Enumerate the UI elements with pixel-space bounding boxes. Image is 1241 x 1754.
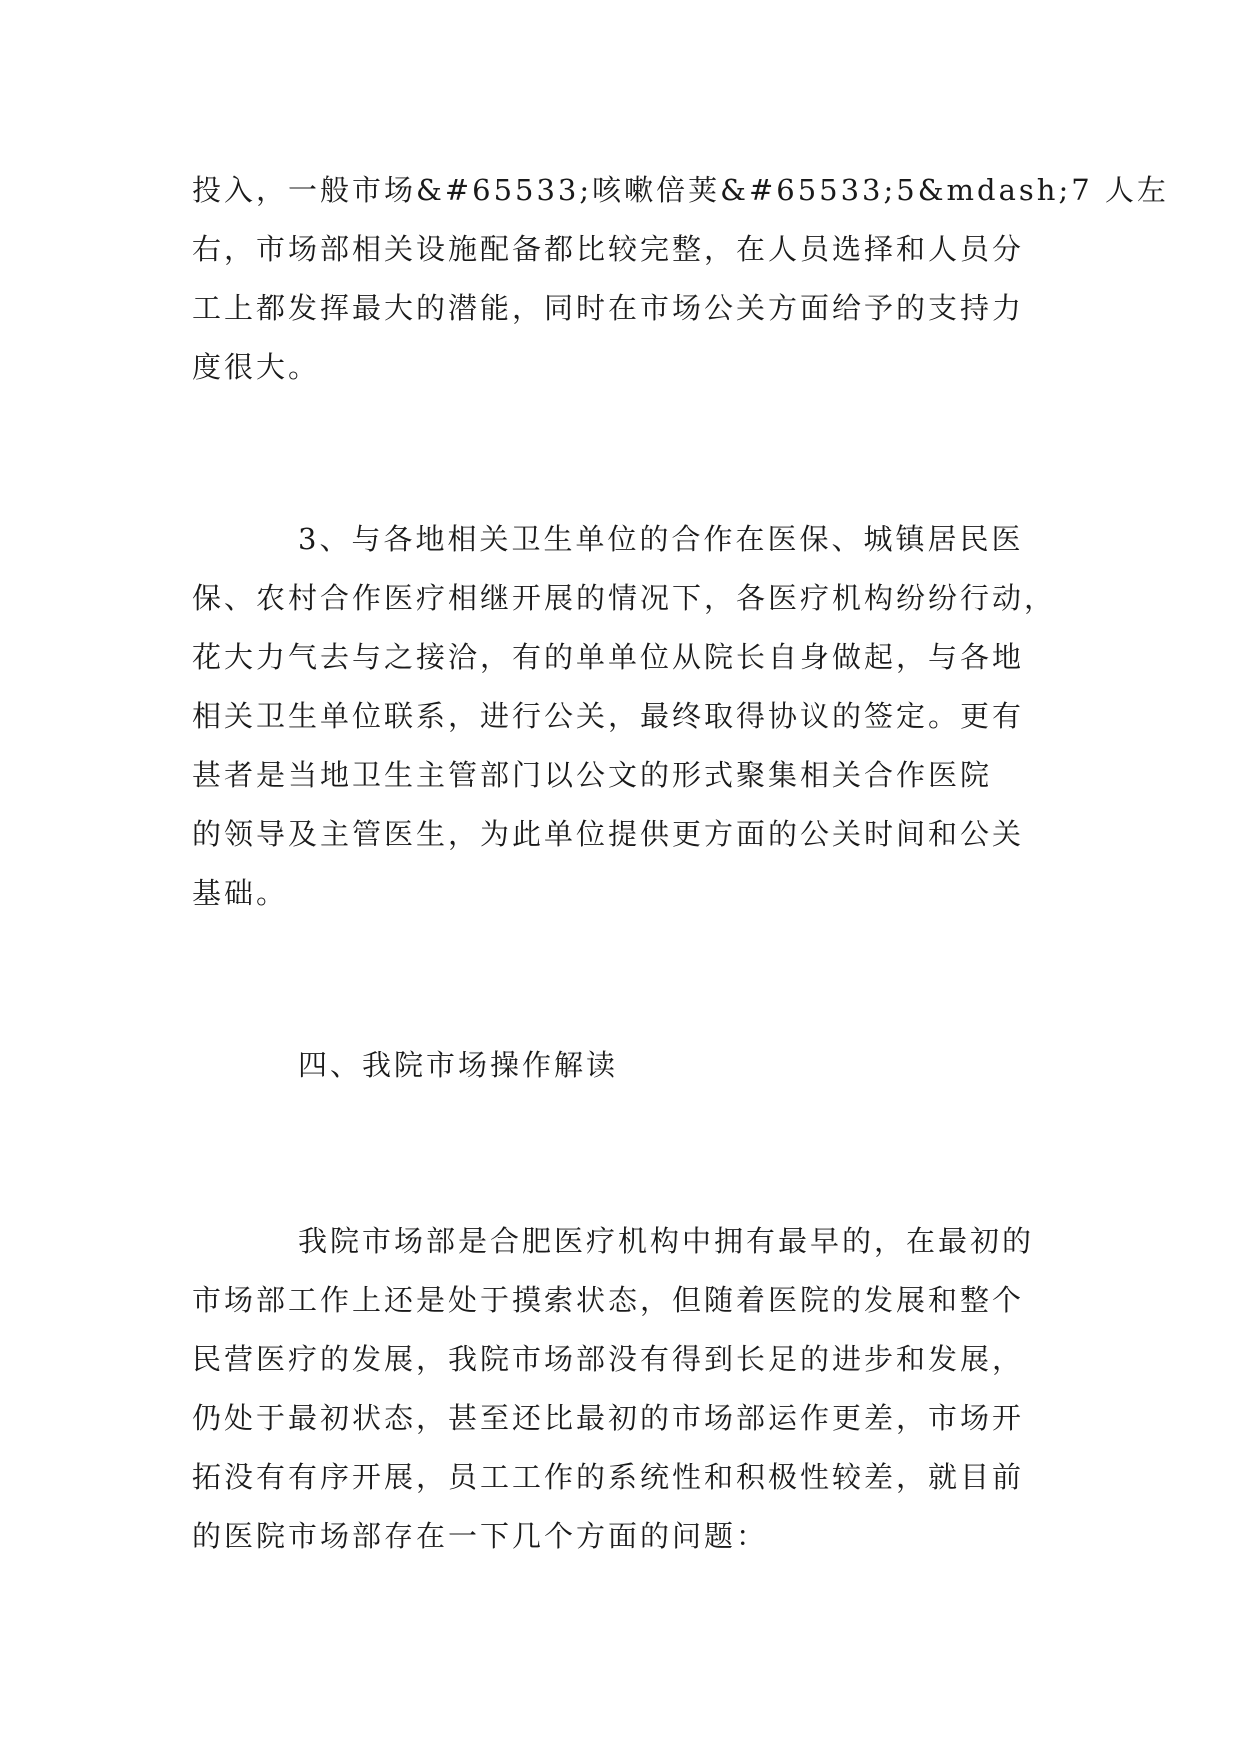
- paragraph-1-line-4: 度很大。: [192, 350, 321, 384]
- paragraph-1-line-1: 投入，一般市场&#65533;咳嗽倍荚&#65533;5&mdash;7 人左: [192, 173, 1169, 207]
- paragraph-3-line-3: 民营医疗的发展，我院市场部没有得到长足的进步和发展，: [192, 1342, 1025, 1376]
- section-heading: 四、我院市场操作解读: [298, 1048, 619, 1082]
- paragraph-3-line-2: 市场部工作上还是处于摸索状态，但随着医院的发展和整个: [192, 1283, 1025, 1317]
- paragraph-3-line-6: 的医院市场部存在一下几个方面的问题：: [192, 1519, 769, 1553]
- paragraph-3-line-1: 我院市场部是合肥医疗机构中拥有最早的，在最初的: [298, 1224, 1035, 1258]
- paragraph-3-line-5: 拓没有有序开展，员工工作的系统性和积极性较差，就目前: [192, 1460, 1025, 1494]
- paragraph-1-line-2: 右，市场部相关设施配备都比较完整，在人员选择和人员分: [192, 232, 1025, 266]
- paragraph-2-line-3: 花大力气去与之接洽，有的单单位从院长自身做起，与各地: [192, 640, 1025, 674]
- paragraph-3-line-4: 仍处于最初状态，甚至还比最初的市场部运作更差，市场开: [192, 1401, 1025, 1435]
- paragraph-2-line-1: 3、与各地相关卫生单位的合作在医保、城镇居民医: [298, 522, 1024, 556]
- paragraph-2-line-7: 基础。: [192, 876, 289, 910]
- paragraph-2-line-5: 甚者是当地卫生主管部门以公文的形式聚集相关合作医院: [192, 758, 993, 792]
- paragraph-2-line-2: 保、农村合作医疗相继开展的情况下，各医疗机构纷纷行动，: [192, 581, 1057, 615]
- paragraph-1-line-3: 工上都发挥最大的潜能，同时在市场公关方面给予的支持力: [192, 291, 1025, 325]
- paragraph-2-line-6: 的领导及主管医生，为此单位提供更方面的公关时间和公关: [192, 817, 1025, 851]
- paragraph-2-line-4: 相关卫生单位联系，进行公关，最终取得协议的签定。更有: [192, 699, 1025, 733]
